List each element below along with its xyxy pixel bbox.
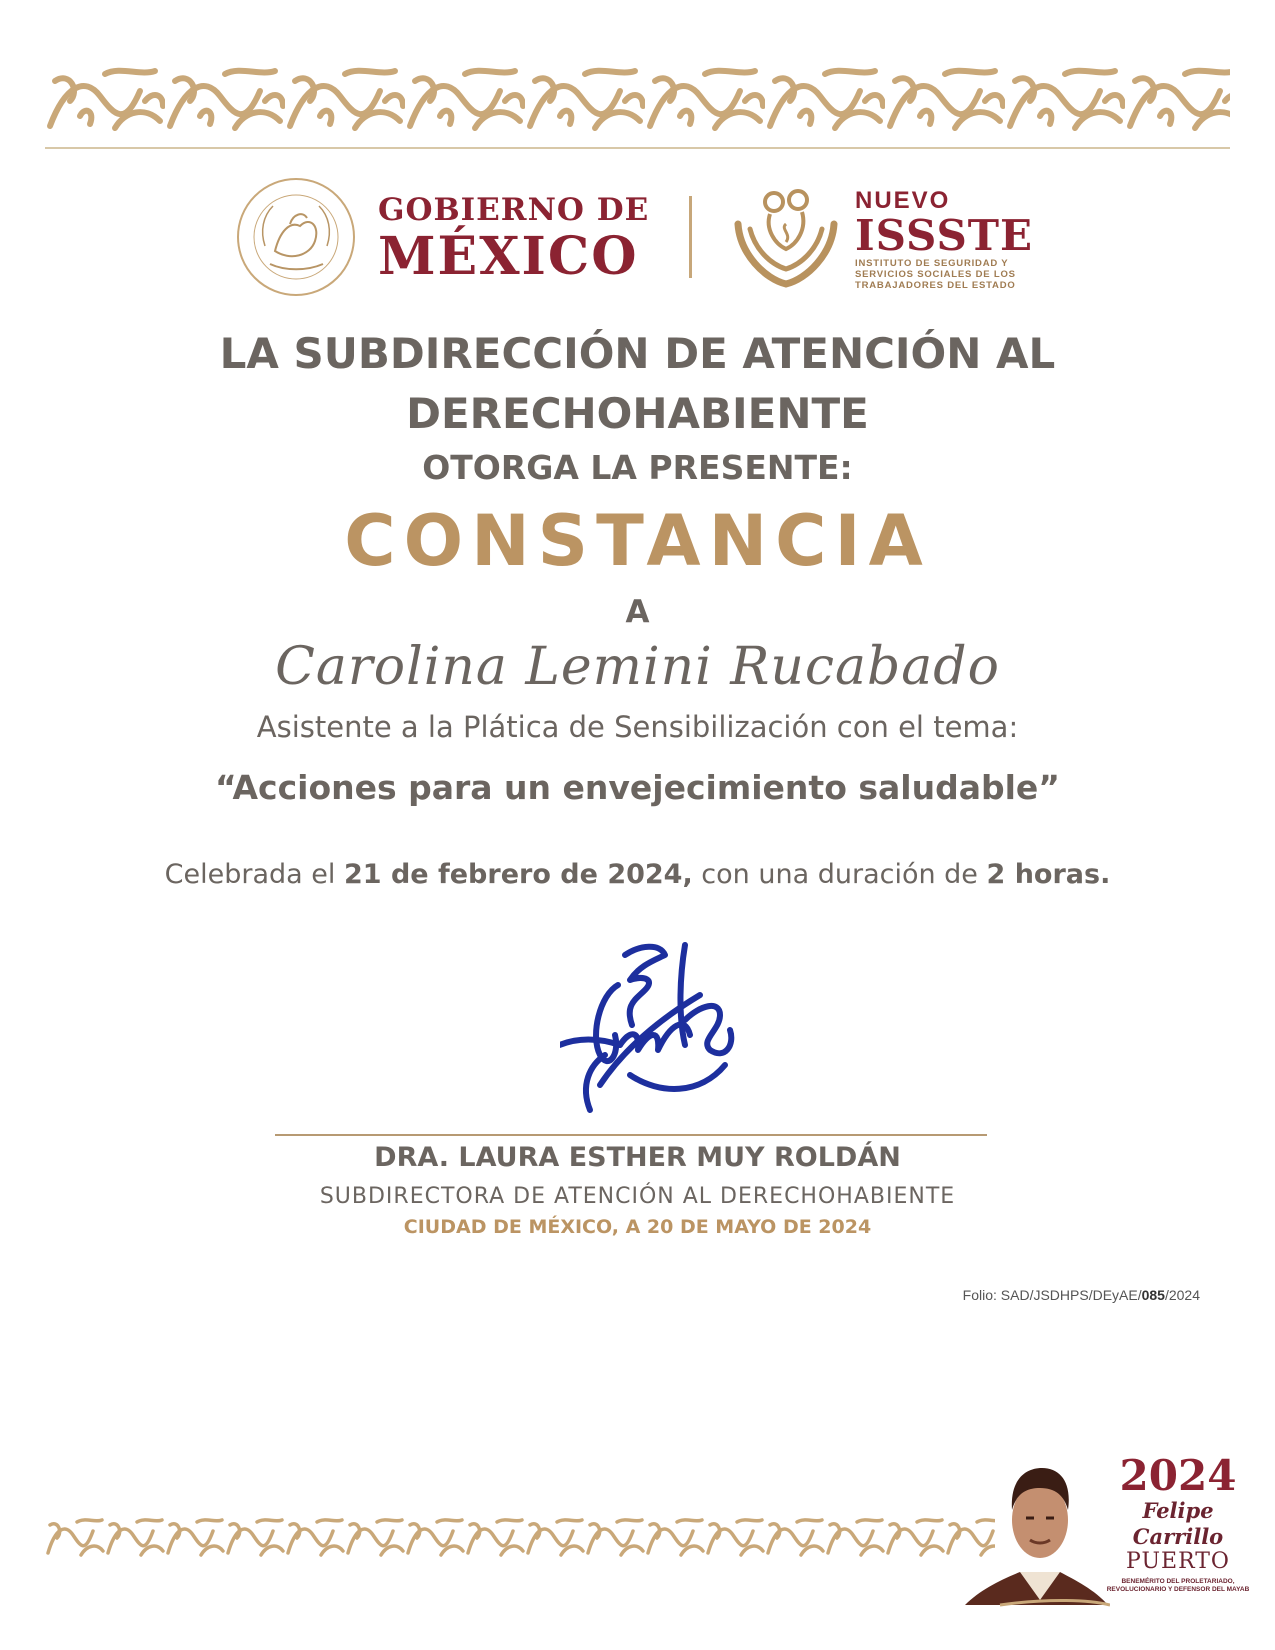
honoree-subtitle: BENEMÉRITO DEL PROLETARIADO, REVOLUCIONARIO Y DEFENSOR DEL MAYAB	[1106, 1578, 1250, 1593]
top-ornament-pattern	[45, 66, 1230, 136]
mexico-seal-icon	[235, 176, 357, 298]
recipient-name: Carolina Lemini Rucabado	[275, 637, 1000, 697]
honoree-last-name: PUERTO	[1126, 1549, 1230, 1574]
year-emblem-text	[1098, 1451, 1258, 1594]
to-label: A	[625, 594, 650, 630]
gobierno-de-mexico-logo	[378, 192, 649, 286]
held-middle: con una duración de	[692, 859, 987, 890]
top-ornament-band	[45, 66, 1230, 136]
held-date: 21 de febrero de 2024,	[343, 859, 693, 890]
folio-prefix: Folio: SAD/JSDHPS/DEyAE/	[962, 1287, 1142, 1303]
mexico-line: MÉXICO	[378, 226, 639, 287]
year-2024-emblem	[960, 1440, 1260, 1610]
signer-title: SUBDIRECTORA DE ATENCIÓN AL DERECHOHABIENTE	[319, 1184, 956, 1209]
held-prefix: Celebrada el	[164, 859, 344, 890]
issste-subtitle: INSTITUTO DE SEGURIDAD Y SERVICIOS SOCIALES DE LOS TRABAJADORES DEL ESTADO	[855, 258, 1016, 291]
bottom-ornament-pattern	[45, 1517, 995, 1559]
issste-nuevo-label: NUEVO	[855, 187, 951, 214]
signer-name: DRA. LAURA ESTHER MUY ROLDÁN	[374, 1142, 901, 1173]
top-divider-line	[45, 147, 1230, 149]
issste-hands-icon	[730, 184, 842, 292]
event-details	[0, 859, 1275, 890]
logo-divider	[689, 196, 692, 278]
issuer-heading: LA SUBDIRECCIÓN DE ATENCIÓN AL DERECHOHABIENTE	[219, 329, 1056, 438]
handwritten-signature	[560, 935, 780, 1125]
signature-line	[275, 1134, 987, 1136]
gobierno-line: GOBIERNO DE	[378, 192, 650, 228]
issste-name: ISSSTE	[855, 211, 1034, 260]
folio-number-bold: 085	[1141, 1287, 1165, 1303]
place-and-date: CIUDAD DE MÉXICO, A 20 DE MAYO DE 2024	[403, 1216, 872, 1238]
header-logos	[0, 176, 1275, 296]
issste-logo	[855, 188, 1045, 291]
folio-number	[963, 1287, 1200, 1303]
folio-suffix: /2024	[1164, 1287, 1200, 1303]
honoree-first-name: Felipe Carrillo	[1132, 1498, 1224, 1549]
attendance-line: Asistente a la Plática de Sensibilización con el tema:	[256, 710, 1019, 744]
document-type-title: CONSTANCIA	[344, 500, 931, 582]
topic-title: “Acciones para un envejecimiento saludable”	[215, 768, 1060, 807]
bottom-ornament-band	[45, 1517, 995, 1559]
grant-line: OTORGA LA PRESENTE:	[422, 448, 853, 487]
year-number: 2024	[1119, 1451, 1237, 1500]
felipe-carrillo-portrait-icon	[960, 1440, 1110, 1610]
held-duration: 2 horas.	[986, 859, 1111, 890]
